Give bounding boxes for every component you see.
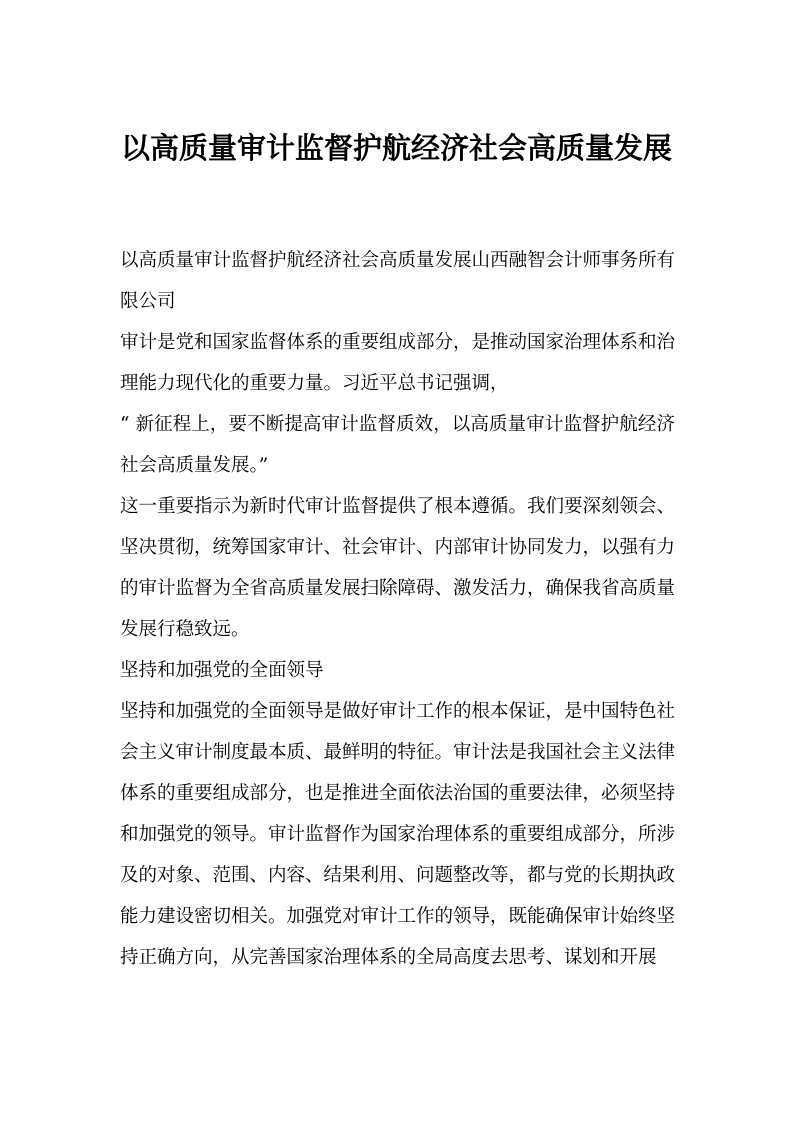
paragraph-author-line: 以高质量审计监督护航经济社会高质量发展山西融智会计师事务所有限公司 bbox=[120, 250, 676, 312]
paragraph-intro: 审计是党和国家监督体系的重要组成部分，是推动国家治理体系和治理能力现代化的重要力量。习近平总书记强调， bbox=[120, 332, 676, 394]
paragraph-quote: “ 新征程上，要不断提高审计监督质效，以高质量审计监督护航经济社会高质量发展。” bbox=[120, 414, 675, 476]
paragraph-guidance: 这一重要指示为新时代审计监督提供了根本遵循。我们要深刻领会、坚决贯彻，统筹国家审计、社会审计、内部审计协同发力，以强有力的审计监督为全省高质量发展扫除障碍、激发活力，确保我省高质量发展行稳致远。 bbox=[120, 496, 676, 640]
section-heading: 坚持和加强党的全面领导 bbox=[120, 660, 324, 681]
paragraph-leadership: 坚持和加强党的全面领导是做好审计工作的根本保证，是中国特色社会主义审计制度最本质、最鲜明的特征。审计法是我国社会主义法律体系的重要组成部分，也是推进全面依法治国的重要法律，必须坚持和加强党的领导。审计监督作为国家治理体系的重要组成部分，所涉及的对象、范围、内容、结果利用、问题整改等，都与党的长期执政能力建设密切相关。加强党对审计工作的领导，既能确保审计始终坚持正确方向，从完善国家治理体系的全局高度去思考、谋划和开展 bbox=[120, 701, 676, 968]
document-body bbox=[120, 240, 675, 978]
document-title: 以高质量审计监督护航经济社会高质量发展 bbox=[120, 131, 672, 165]
